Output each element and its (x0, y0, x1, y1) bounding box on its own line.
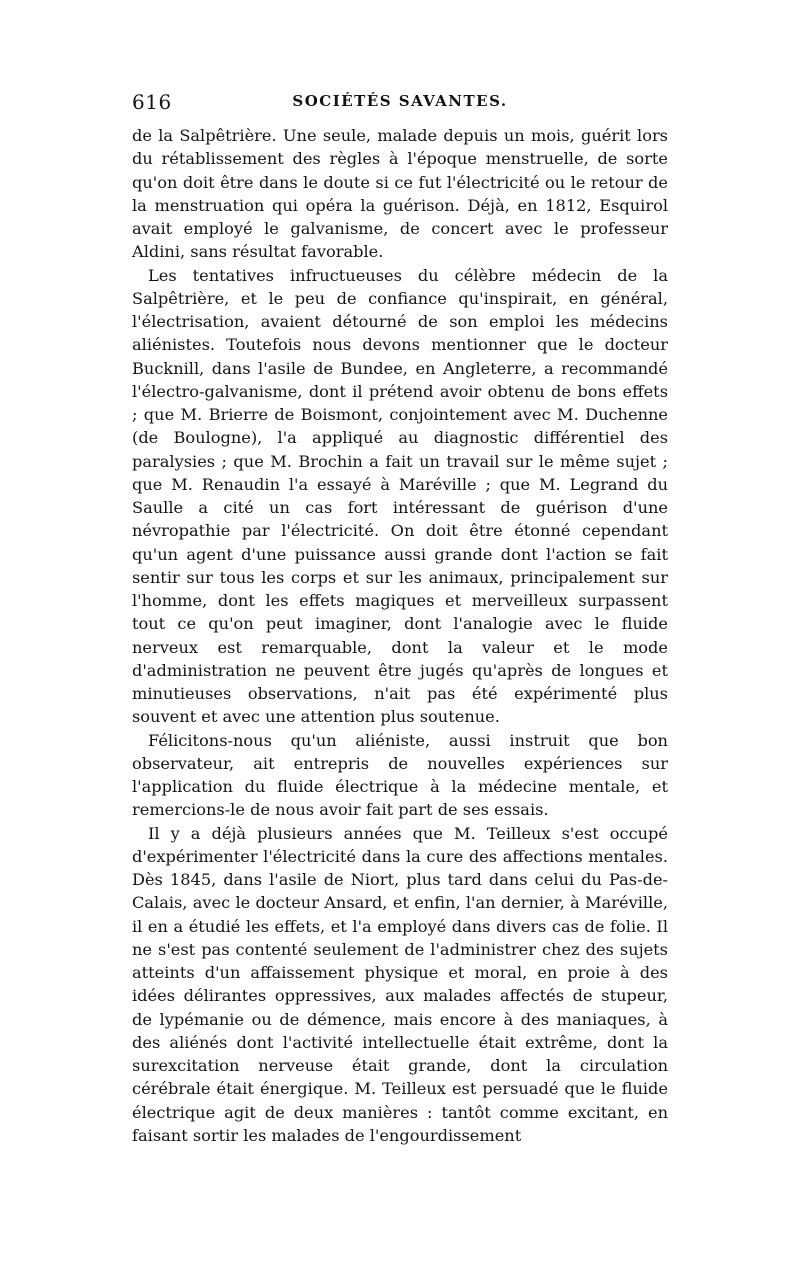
paragraph: Les tentatives infructueuses du célèbre médecin de la Salpêtrière, et le peu de confiance qu'inspirait, en général, l'électrisation, avaient détourné de son emploi les médecins aliénistes. Toutefois nous devons mentionner que le docteur Bucknill, dans l'asile de Bundee, en Angleterre, a recommandé l'électro-galvanisme, dont il prétend avoir obtenu de bons effets ; que M. Brierre de Boismont, conjointement avec M. Duchenne (de Boulogne), l'a appliqué au diagnostic différentiel des paralysies ; que M. Brochin a fait un travail sur le même sujet ; que M. Renaudin l'a essayé à Maréville ; que M. Legrand du Saulle a cité un cas fort intéressant de guérison d'une névropathie par l'électricité. On doit être étonné cependant qu'un agent d'une puissance aussi grande dont l'action se fait sentir sur tous les corps et sur les animaux, principalement sur l'homme, dont les effets magiques et merveilleux surpassent tout ce qu'on peut imaginer, dont l'analogie avec le fluide nerveux est remarquable, dont la valeur et le mode d'administration ne peuvent être jugés qu'après de longues et minutieuses observations, n'ait pas été expérimenté plus souvent et avec une attention plus soutenue. (132, 265, 668, 727)
paragraph: Félicitons-nous qu'un aliéniste, aussi instruit que bon observateur, ait entrepris de nouvelles expériences sur l'application du fluide électrique à la médecine mentale, et remercions-le de nous avoir fait part de ses essais. (132, 730, 668, 820)
page-number: 616 (132, 90, 172, 114)
paragraph: Il y a déjà plusieurs années que M. Teilleux s'est occupé d'expérimenter l'électricité dans la cure des affections mentales. Dès 1845, dans l'asile de Niort, plus tard dans celui du Pas-de-Calais, avec le docteur Ansard, et enfin, l'an dernier, à Maréville, il en a étudié les effets, et l'a employé dans divers cas de folie. Il ne s'est pas contenté seulement de l'administrer chez des sujets atteints d'un affaissement physique et moral, en proie à des idées délirantes oppressives, aux malades affectés de stupeur, de lypémanie ou de démence, mais encore à des maniaques, à des aliénés dont l'activité intellectuelle était extrême, dont la surexcitation nerveuse était grande, dont la circulation cérébrale était énergique. M. Teilleux est persuadé que le fluide électrique agit de deux manières : tantôt comme excitant, en faisant sortir les malades de l'engourdissement (132, 823, 668, 1145)
page-header (132, 90, 668, 120)
body-text (132, 124, 668, 1147)
running-head: SOCIÉTÉS SAVANTES. (292, 92, 508, 110)
paragraph-continued: de la Salpêtrière. Une seule, malade depuis un mois, guérit lors du rétablissement des règles à l'époque menstruelle, de sorte qu'on doit être dans le doute si ce fut l'électricité ou le retour de la menstruation qui opéra la guérison. Déjà, en 1812, Esquirol avait employé le galvanisme, de concert avec le professeur Aldini, sans résultat favorable. (132, 126, 668, 262)
